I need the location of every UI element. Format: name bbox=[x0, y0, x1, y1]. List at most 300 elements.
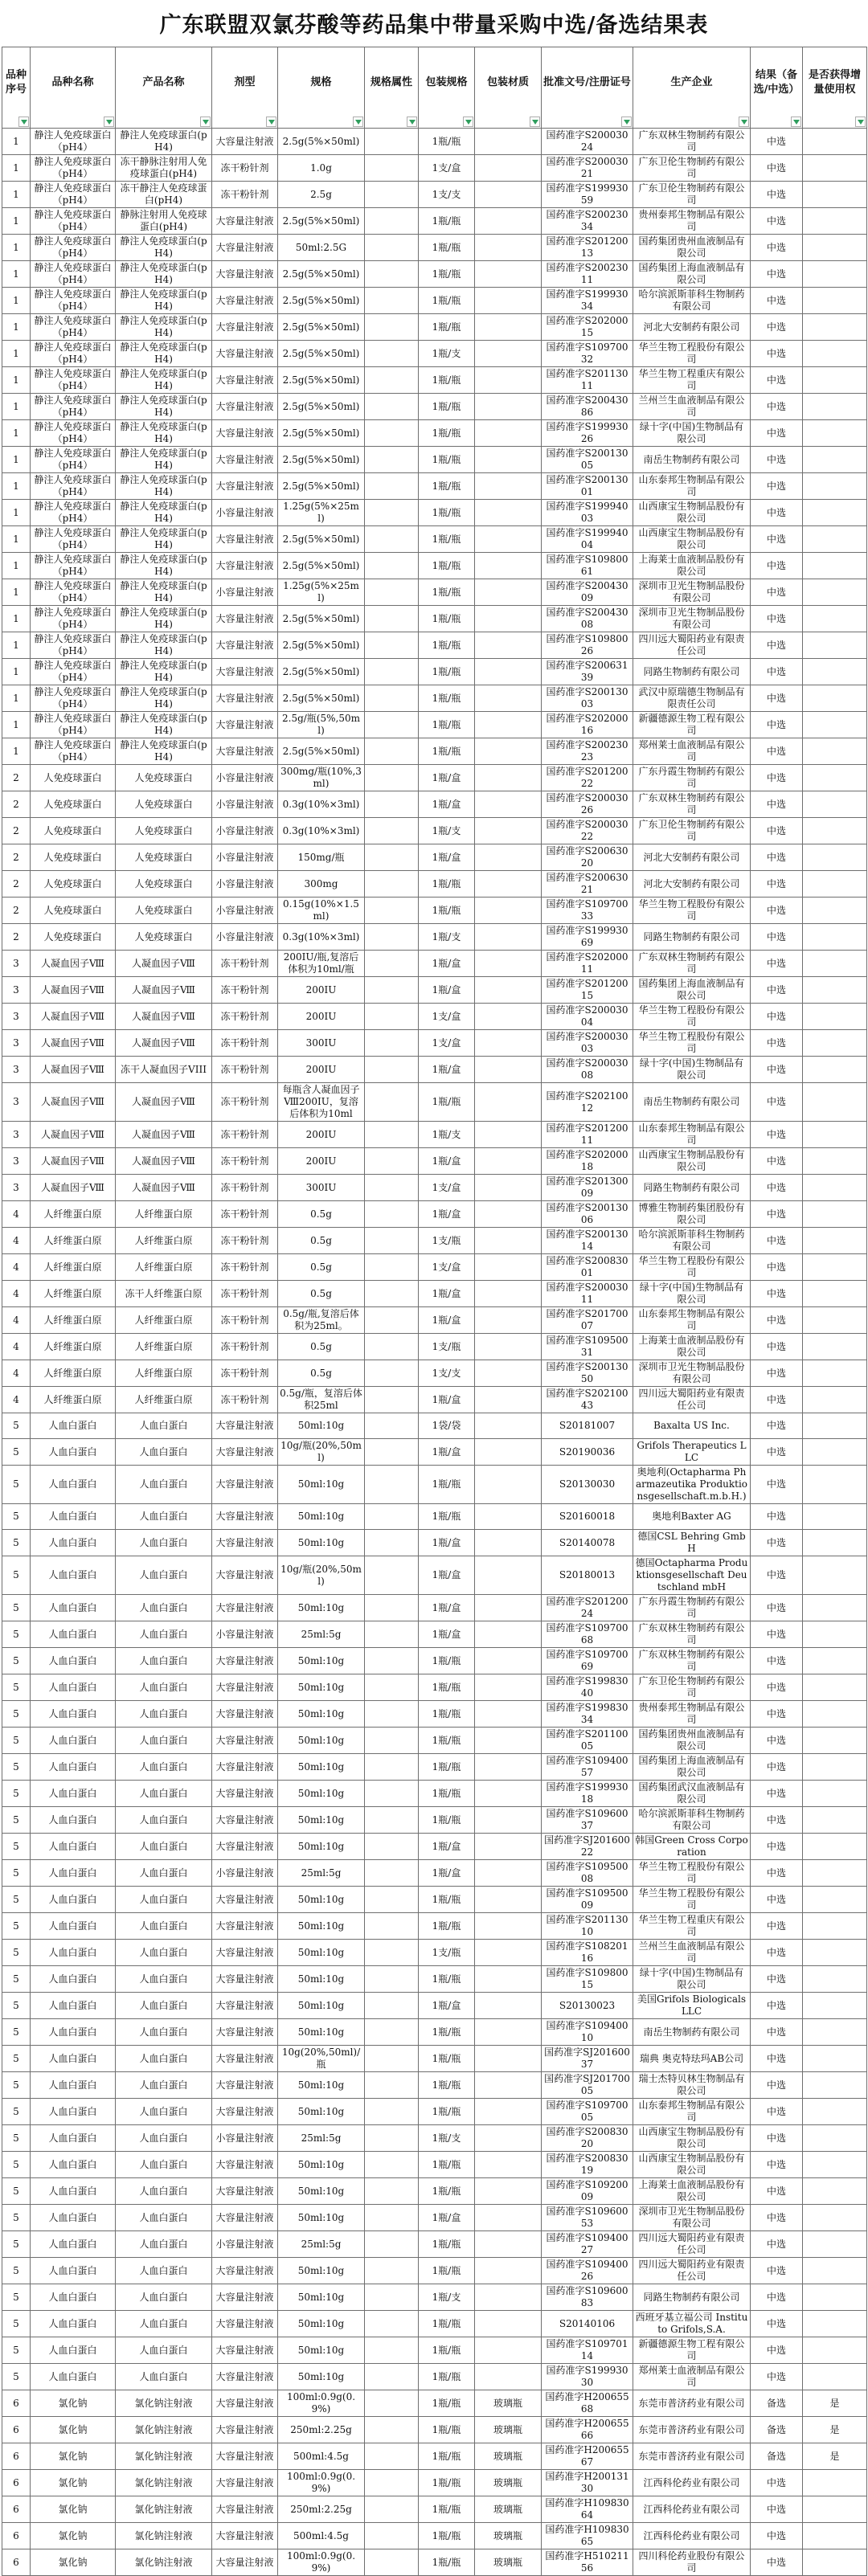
table-cell: 深圳市卫光生物制品股份有限公司 bbox=[633, 2205, 751, 2231]
table-cell: 中选 bbox=[751, 1030, 803, 1057]
table-cell: 中选 bbox=[751, 1387, 803, 1413]
filter-dropdown-icon[interactable] bbox=[463, 117, 473, 127]
column-header-label: 品种序号 bbox=[5, 69, 27, 96]
table-cell: 中选 bbox=[751, 818, 803, 844]
table-cell: 国药准字S10920009 bbox=[542, 2178, 633, 2205]
table-cell bbox=[803, 1595, 867, 1621]
table-cell bbox=[475, 261, 542, 288]
table-cell: 1瓶/盒 bbox=[419, 1148, 475, 1175]
table-cell: 国药准字S10970068 bbox=[542, 1621, 633, 1648]
table-cell: 人免疫球蛋白 bbox=[31, 818, 116, 844]
table-cell: 中选 bbox=[751, 261, 803, 288]
table-cell: 1 bbox=[2, 738, 31, 765]
table-cell: 中选 bbox=[751, 1228, 803, 1254]
table-cell: 人免疫球蛋白 bbox=[31, 924, 116, 951]
table-row bbox=[2, 1781, 867, 1807]
table-cell: 人凝血因子Ⅷ bbox=[116, 1175, 212, 1201]
table-cell: 国药准字S10940057 bbox=[542, 1754, 633, 1781]
table-cell: 1瓶/瓶 bbox=[419, 2496, 475, 2523]
table-cell bbox=[475, 2099, 542, 2125]
table-cell: 氯化钠注射液 bbox=[116, 2390, 212, 2417]
table-row bbox=[2, 314, 867, 341]
table-cell: 人血白蛋白 bbox=[116, 2311, 212, 2337]
table-cell: 中选 bbox=[751, 791, 803, 818]
table-cell: 人血白蛋白 bbox=[31, 2364, 116, 2390]
filter-dropdown-icon[interactable] bbox=[739, 117, 749, 127]
table-cell: 江西科伦药业有限公司 bbox=[633, 2523, 751, 2549]
table-row bbox=[2, 1860, 867, 1887]
table-row bbox=[2, 129, 867, 155]
table-cell: 华兰生物工程重庆有限公司 bbox=[633, 1913, 751, 1940]
table-cell: 1.25g(5%×25ml) bbox=[278, 579, 365, 606]
table-cell: 0.5g bbox=[278, 1254, 365, 1281]
table-cell bbox=[365, 924, 419, 951]
table-cell bbox=[475, 500, 542, 526]
table-cell: 2.5g(5%×50ml) bbox=[278, 261, 365, 288]
table-cell bbox=[475, 1530, 542, 1556]
table-cell: 江西科伦药业有限公司 bbox=[633, 2496, 751, 2523]
table-cell bbox=[803, 1834, 867, 1860]
table-cell: 国药准字S10940026 bbox=[542, 2258, 633, 2284]
table-cell: 静注人免疫球蛋白（pH4） bbox=[31, 235, 116, 261]
table-cell: 5 bbox=[2, 2046, 31, 2072]
table-cell bbox=[475, 2205, 542, 2231]
table-cell: 国药准字S20170007 bbox=[542, 1307, 633, 1334]
table-row bbox=[2, 500, 867, 526]
table-cell: 中选 bbox=[751, 659, 803, 685]
table-cell bbox=[475, 1834, 542, 1860]
table-cell bbox=[475, 685, 542, 712]
table-cell: 25ml:5g bbox=[278, 2125, 365, 2152]
table-cell: 5 bbox=[2, 1754, 31, 1781]
filter-dropdown-icon[interactable] bbox=[855, 117, 866, 127]
table-cell bbox=[365, 420, 419, 447]
table-cell: 奥地利(Octapharma Pharmazeutika Produktionsgesellschaft.m.b.H.) bbox=[633, 1466, 751, 1504]
table-cell: 小容量注射液 bbox=[212, 1621, 278, 1648]
table-cell: 1瓶/瓶 bbox=[419, 2523, 475, 2549]
table-cell: 6 bbox=[2, 2549, 31, 2576]
table-cell: 人纤维蛋白原 bbox=[31, 1254, 116, 1281]
table-row bbox=[2, 1387, 867, 1413]
table-cell: 1瓶/瓶 bbox=[419, 685, 475, 712]
table-cell bbox=[475, 1057, 542, 1083]
table-cell: 人纤维蛋白原 bbox=[31, 1228, 116, 1254]
table-cell: 国药准字S20003008 bbox=[542, 1057, 633, 1083]
filter-dropdown-icon[interactable] bbox=[200, 117, 211, 127]
table-cell: 1.0g bbox=[278, 155, 365, 182]
table-cell: 中选 bbox=[751, 2072, 803, 2099]
table-cell: 小容量注射液 bbox=[212, 844, 278, 871]
table-cell: 中选 bbox=[751, 951, 803, 977]
table-cell: 静注人免疫球蛋白(pH4) bbox=[116, 738, 212, 765]
table-cell: 大容量注射液 bbox=[212, 2496, 278, 2523]
table-cell: 国药准字S20003011 bbox=[542, 1281, 633, 1307]
table-cell: 山东泰邦生物制品有限公司 bbox=[633, 1307, 751, 1334]
table-cell: 哈尔滨派斯菲科生物制药有限公司 bbox=[633, 1807, 751, 1834]
table-cell: 山西康宝生物制品股份有限公司 bbox=[633, 2125, 751, 2152]
table-cell bbox=[475, 129, 542, 155]
table-row bbox=[2, 1754, 867, 1781]
table-cell: 上海莱士血液制品股份有限公司 bbox=[633, 553, 751, 579]
table-cell: S20130030 bbox=[542, 1466, 633, 1504]
table-cell: 3 bbox=[2, 1175, 31, 1201]
table-cell bbox=[365, 1754, 419, 1781]
filter-dropdown-icon[interactable] bbox=[353, 117, 363, 127]
filter-dropdown-icon[interactable] bbox=[266, 117, 276, 127]
table-cell: 静注人免疫球蛋白(pH4) bbox=[116, 659, 212, 685]
table-cell: 国药准字S20200016 bbox=[542, 712, 633, 738]
table-cell: 大容量注射液 bbox=[212, 2390, 278, 2417]
table-cell: 50ml:10g bbox=[278, 2072, 365, 2099]
table-cell: 250ml:2.25g bbox=[278, 2496, 365, 2523]
table-cell: 玻璃瓶 bbox=[475, 2417, 542, 2443]
table-cell: 人血白蛋白 bbox=[31, 1860, 116, 1887]
table-cell bbox=[475, 1030, 542, 1057]
table-cell: 1瓶/瓶 bbox=[419, 606, 475, 632]
table-cell bbox=[365, 2099, 419, 2125]
table-cell: 1 bbox=[2, 526, 31, 553]
table-cell: 1瓶/盒 bbox=[419, 1530, 475, 1556]
table-cell bbox=[475, 2046, 542, 2072]
table-cell: 大容量注射液 bbox=[212, 261, 278, 288]
table-cell: 国药准字S20210012 bbox=[542, 1083, 633, 1122]
table-cell: 国药准字H10983064 bbox=[542, 2496, 633, 2523]
table-cell: 2.5g(5%×50ml) bbox=[278, 738, 365, 765]
table-cell: 5 bbox=[2, 1556, 31, 1595]
table-cell bbox=[365, 1530, 419, 1556]
table-cell: 国药准字S20110005 bbox=[542, 1728, 633, 1754]
table-cell bbox=[475, 1913, 542, 1940]
table-cell bbox=[475, 871, 542, 898]
table-cell: 人凝血因子Ⅷ bbox=[116, 951, 212, 977]
table-cell: 中选 bbox=[751, 341, 803, 367]
table-cell: 1 bbox=[2, 606, 31, 632]
table-cell: 中选 bbox=[751, 1413, 803, 1439]
table-cell bbox=[475, 1940, 542, 1966]
table-cell bbox=[803, 924, 867, 951]
table-cell: 2.5g(5%×50ml) bbox=[278, 606, 365, 632]
table-cell: 1瓶/支 bbox=[419, 924, 475, 951]
table-cell: 50ml:10g bbox=[278, 2152, 365, 2178]
table-cell: 静注人免疫球蛋白（pH4） bbox=[31, 473, 116, 500]
table-cell bbox=[475, 394, 542, 420]
table-cell: 人血白蛋白 bbox=[116, 1530, 212, 1556]
table-cell: 中选 bbox=[751, 2125, 803, 2152]
table-row bbox=[2, 685, 867, 712]
table-cell bbox=[365, 844, 419, 871]
table-cell: 人血白蛋白 bbox=[31, 2205, 116, 2231]
table-cell: 人血白蛋白 bbox=[31, 1993, 116, 2019]
table-cell: 大容量注射液 bbox=[212, 1966, 278, 1993]
table-cell bbox=[803, 447, 867, 473]
table-cell: 300IU bbox=[278, 1030, 365, 1057]
table-cell: 人血白蛋白 bbox=[116, 1595, 212, 1621]
table-cell: 德国Octapharma Produktionsgesellschaft Deutschland mbH bbox=[633, 1556, 751, 1595]
table-cell: 1支/盒 bbox=[419, 1030, 475, 1057]
table-cell: 人血白蛋白 bbox=[31, 2311, 116, 2337]
table-cell: 1 bbox=[2, 685, 31, 712]
table-cell: 3 bbox=[2, 1030, 31, 1057]
table-cell bbox=[475, 712, 542, 738]
table-cell bbox=[365, 898, 419, 924]
table-cell: 5 bbox=[2, 2205, 31, 2231]
table-row bbox=[2, 182, 867, 208]
table-cell: 人血白蛋白 bbox=[31, 1754, 116, 1781]
table-cell bbox=[475, 606, 542, 632]
table-row bbox=[2, 1556, 867, 1595]
table-row bbox=[2, 367, 867, 394]
table-cell: 冻干粉针剂 bbox=[212, 155, 278, 182]
table-cell: 大容量注射液 bbox=[212, 2152, 278, 2178]
table-cell: 1瓶/瓶 bbox=[419, 1701, 475, 1728]
table-cell bbox=[365, 2443, 419, 2470]
table-cell: 3 bbox=[2, 951, 31, 977]
table-cell: 中选 bbox=[751, 2152, 803, 2178]
table-row bbox=[2, 2019, 867, 2046]
table-cell: 人血白蛋白 bbox=[31, 1674, 116, 1701]
table-cell: 广东卫伦生物制药有限公司 bbox=[633, 818, 751, 844]
table-cell: 国药准字S19993018 bbox=[542, 1781, 633, 1807]
table-cell: 国药准字S20083001 bbox=[542, 1254, 633, 1281]
table-cell: 四川远大蜀阳药业有限责任公司 bbox=[633, 1387, 751, 1413]
table-cell: 国药集团武汉血液制品有限公司 bbox=[633, 1781, 751, 1807]
column-header-label: 包装材质 bbox=[486, 76, 529, 89]
table-cell: 备选 bbox=[751, 2390, 803, 2417]
table-cell: S20181007 bbox=[542, 1413, 633, 1439]
table-cell: 人血白蛋白 bbox=[31, 1556, 116, 1595]
table-cell: 1 bbox=[2, 420, 31, 447]
table-cell: 博雅生物制药集团股份有限公司 bbox=[633, 1201, 751, 1228]
table-cell: 静注人免疫球蛋白(pH4) bbox=[116, 235, 212, 261]
table-cell: 人凝血因子Ⅷ bbox=[31, 1122, 116, 1148]
table-cell bbox=[475, 1701, 542, 1728]
table-cell bbox=[803, 553, 867, 579]
table-cell: 广东卫伦生物制药有限公司 bbox=[633, 155, 751, 182]
filter-dropdown-icon[interactable] bbox=[104, 117, 114, 127]
table-cell: 人纤维蛋白原 bbox=[116, 1387, 212, 1413]
table-cell bbox=[803, 1413, 867, 1439]
table-cell bbox=[475, 977, 542, 1004]
table-cell: 中选 bbox=[751, 1754, 803, 1781]
table-cell: 中选 bbox=[751, 1083, 803, 1122]
table-cell: 大容量注射液 bbox=[212, 394, 278, 420]
table-row bbox=[2, 1504, 867, 1530]
table-cell: 国药准字S10970114 bbox=[542, 2337, 633, 2364]
table-cell: 中选 bbox=[751, 2470, 803, 2496]
table-cell: 人血白蛋白 bbox=[31, 2178, 116, 2205]
table-cell bbox=[803, 314, 867, 341]
table-cell: 50ml:10g bbox=[278, 1754, 365, 1781]
table-cell: 中选 bbox=[751, 2258, 803, 2284]
table-cell: 50ml:10g bbox=[278, 1674, 365, 1701]
table-cell: 静注人免疫球蛋白（pH4） bbox=[31, 288, 116, 314]
table-cell: 10g(20%,50ml)/瓶 bbox=[278, 2046, 365, 2072]
table-cell: 玻璃瓶 bbox=[475, 2496, 542, 2523]
table-cell bbox=[475, 553, 542, 579]
table-cell bbox=[803, 2125, 867, 2152]
table-cell: 中选 bbox=[751, 2205, 803, 2231]
table-cell: 国药准字S20120024 bbox=[542, 1595, 633, 1621]
table-cell: 人血白蛋白 bbox=[116, 1887, 212, 1913]
table-cell bbox=[475, 1413, 542, 1439]
table-cell bbox=[803, 1175, 867, 1201]
table-cell bbox=[475, 1993, 542, 2019]
table-cell: 1瓶/瓶 bbox=[419, 1887, 475, 1913]
table-cell: 氯化钠注射液 bbox=[116, 2470, 212, 2496]
table-cell: 氯化钠 bbox=[31, 2549, 116, 2576]
table-cell: 氯化钠 bbox=[31, 2496, 116, 2523]
table-cell: 1瓶/瓶 bbox=[419, 1674, 475, 1701]
table-cell bbox=[475, 235, 542, 261]
column-header-12 bbox=[803, 47, 867, 129]
table-cell bbox=[803, 1201, 867, 1228]
table-cell: 人血白蛋白 bbox=[116, 1993, 212, 2019]
table-cell bbox=[365, 553, 419, 579]
table-cell: 小容量注射液 bbox=[212, 1860, 278, 1887]
table-cell: 玻璃瓶 bbox=[475, 2390, 542, 2417]
table-cell: 山东泰邦生物制品有限公司 bbox=[633, 2099, 751, 2125]
table-cell: 新疆德源生物工程有限公司 bbox=[633, 2337, 751, 2364]
table-cell: 兰州兰生血液制品有限公司 bbox=[633, 394, 751, 420]
results-table bbox=[2, 47, 867, 2576]
table-cell: 1 bbox=[2, 155, 31, 182]
table-cell: 大容量注射液 bbox=[212, 712, 278, 738]
table-cell: 50ml:10g bbox=[278, 1595, 365, 1621]
table-cell: S20130023 bbox=[542, 1993, 633, 2019]
table-cell: 1瓶/支 bbox=[419, 2284, 475, 2311]
table-cell: 中选 bbox=[751, 155, 803, 182]
table-cell: 中选 bbox=[751, 1334, 803, 1360]
filter-dropdown-icon[interactable] bbox=[791, 117, 801, 127]
table-cell: 大容量注射液 bbox=[212, 2019, 278, 2046]
table-cell: 静注人免疫球蛋白(pH4) bbox=[116, 500, 212, 526]
table-cell: 50ml:10g bbox=[278, 2178, 365, 2205]
table-cell bbox=[475, 1966, 542, 1993]
filter-dropdown-icon[interactable] bbox=[18, 117, 29, 127]
table-cell bbox=[803, 2496, 867, 2523]
table-cell: 2 bbox=[2, 818, 31, 844]
table-cell: 0.5g/瓶，复溶后体积25ml bbox=[278, 1387, 365, 1413]
table-cell: 0.5g bbox=[278, 1201, 365, 1228]
table-cell bbox=[803, 1530, 867, 1556]
table-row bbox=[2, 1966, 867, 1993]
table-cell bbox=[365, 129, 419, 155]
table-cell: 国药准字S20200011 bbox=[542, 951, 633, 977]
table-cell: 6 bbox=[2, 2417, 31, 2443]
table-cell bbox=[803, 1004, 867, 1030]
table-cell: 国药准字S20120015 bbox=[542, 977, 633, 1004]
table-cell: 人免疫球蛋白 bbox=[116, 871, 212, 898]
table-cell: 氯化钠注射液 bbox=[116, 2549, 212, 2576]
table-cell: 1袋/袋 bbox=[419, 1413, 475, 1439]
table-cell: 1瓶/盒 bbox=[419, 1621, 475, 1648]
table-cell bbox=[475, 2231, 542, 2258]
table-cell: 1瓶/盒 bbox=[419, 951, 475, 977]
table-cell: 中选 bbox=[751, 2099, 803, 2125]
table-cell bbox=[803, 2205, 867, 2231]
filter-dropdown-icon[interactable] bbox=[407, 117, 417, 127]
table-cell bbox=[365, 1860, 419, 1887]
table-cell: 3 bbox=[2, 1083, 31, 1122]
table-cell bbox=[475, 2019, 542, 2046]
table-cell bbox=[475, 2364, 542, 2390]
table-row bbox=[2, 447, 867, 473]
table-cell: 100ml:0.9g(0.9%) bbox=[278, 2549, 365, 2576]
table-cell: 2.5g(5%×50ml) bbox=[278, 314, 365, 341]
table-cell: 大容量注射液 bbox=[212, 659, 278, 685]
table-cell: 大容量注射液 bbox=[212, 1993, 278, 2019]
table-cell bbox=[475, 2125, 542, 2152]
table-cell bbox=[803, 1940, 867, 1966]
table-cell: 上海莱士血液制品股份有限公司 bbox=[633, 1334, 751, 1360]
table-cell bbox=[365, 738, 419, 765]
table-cell: 中选 bbox=[751, 1781, 803, 1807]
table-cell: 同路生物制药有限公司 bbox=[633, 924, 751, 951]
table-cell: 国药准字S20003021 bbox=[542, 155, 633, 182]
table-cell: 同路生物制药有限公司 bbox=[633, 659, 751, 685]
table-cell: 2.5g(5%×50ml) bbox=[278, 341, 365, 367]
table-cell: 静注人免疫球蛋白（pH4） bbox=[31, 394, 116, 420]
table-cell: 50ml:10g bbox=[278, 2258, 365, 2284]
table-cell: 50ml:10g bbox=[278, 2099, 365, 2125]
table-cell: 1瓶/瓶 bbox=[419, 2231, 475, 2258]
table-cell: 50ml:10g bbox=[278, 2019, 365, 2046]
filter-dropdown-icon[interactable] bbox=[530, 117, 540, 127]
table-cell: 3 bbox=[2, 1057, 31, 1083]
table-cell bbox=[803, 844, 867, 871]
table-cell bbox=[475, 844, 542, 871]
table-cell: 2.5g(5%×50ml) bbox=[278, 288, 365, 314]
table-cell: 1瓶/支 bbox=[419, 818, 475, 844]
table-cell bbox=[475, 1887, 542, 1913]
table-cell: 人血白蛋白 bbox=[116, 2019, 212, 2046]
table-cell: 1瓶/瓶 bbox=[419, 394, 475, 420]
filter-dropdown-icon[interactable] bbox=[621, 117, 632, 127]
table-cell: 300mg bbox=[278, 871, 365, 898]
table-cell bbox=[365, 1466, 419, 1504]
table-cell bbox=[475, 1334, 542, 1360]
table-cell: 中选 bbox=[751, 1556, 803, 1595]
table-cell: 静注人免疫球蛋白(pH4) bbox=[116, 261, 212, 288]
table-cell: 1瓶/瓶 bbox=[419, 1807, 475, 1834]
table-cell: 冻干粉针剂 bbox=[212, 1334, 278, 1360]
table-cell bbox=[365, 2390, 419, 2417]
table-cell: 国药准字S20013005 bbox=[542, 447, 633, 473]
table-cell bbox=[803, 1387, 867, 1413]
table-cell: 冻干粉针剂 bbox=[212, 951, 278, 977]
table-cell: 1瓶/瓶 bbox=[419, 871, 475, 898]
table-cell: 大容量注射液 bbox=[212, 1940, 278, 1966]
table-cell: 国药准字S20083019 bbox=[542, 2152, 633, 2178]
table-cell: 1瓶/盒 bbox=[419, 1387, 475, 1413]
table-cell: 华兰生物工程股份有限公司 bbox=[633, 1887, 751, 1913]
table-cell: 山东泰邦生物制品有限公司 bbox=[633, 473, 751, 500]
table-cell: 小容量注射液 bbox=[212, 2231, 278, 2258]
table-row bbox=[2, 341, 867, 367]
table-row bbox=[2, 1439, 867, 1466]
table-cell: 中选 bbox=[751, 2496, 803, 2523]
table-cell: 5 bbox=[2, 1648, 31, 1674]
table-cell bbox=[475, 791, 542, 818]
table-cell: Baxalta US Inc. bbox=[633, 1413, 751, 1439]
table-cell: 0.3g(10%×3ml) bbox=[278, 791, 365, 818]
table-cell bbox=[475, 924, 542, 951]
table-cell: 5 bbox=[2, 1595, 31, 1621]
table-cell: 1瓶/瓶 bbox=[419, 1781, 475, 1807]
table-cell bbox=[803, 2364, 867, 2390]
table-cell: 1 bbox=[2, 129, 31, 155]
table-cell: 人血白蛋白 bbox=[31, 1701, 116, 1728]
